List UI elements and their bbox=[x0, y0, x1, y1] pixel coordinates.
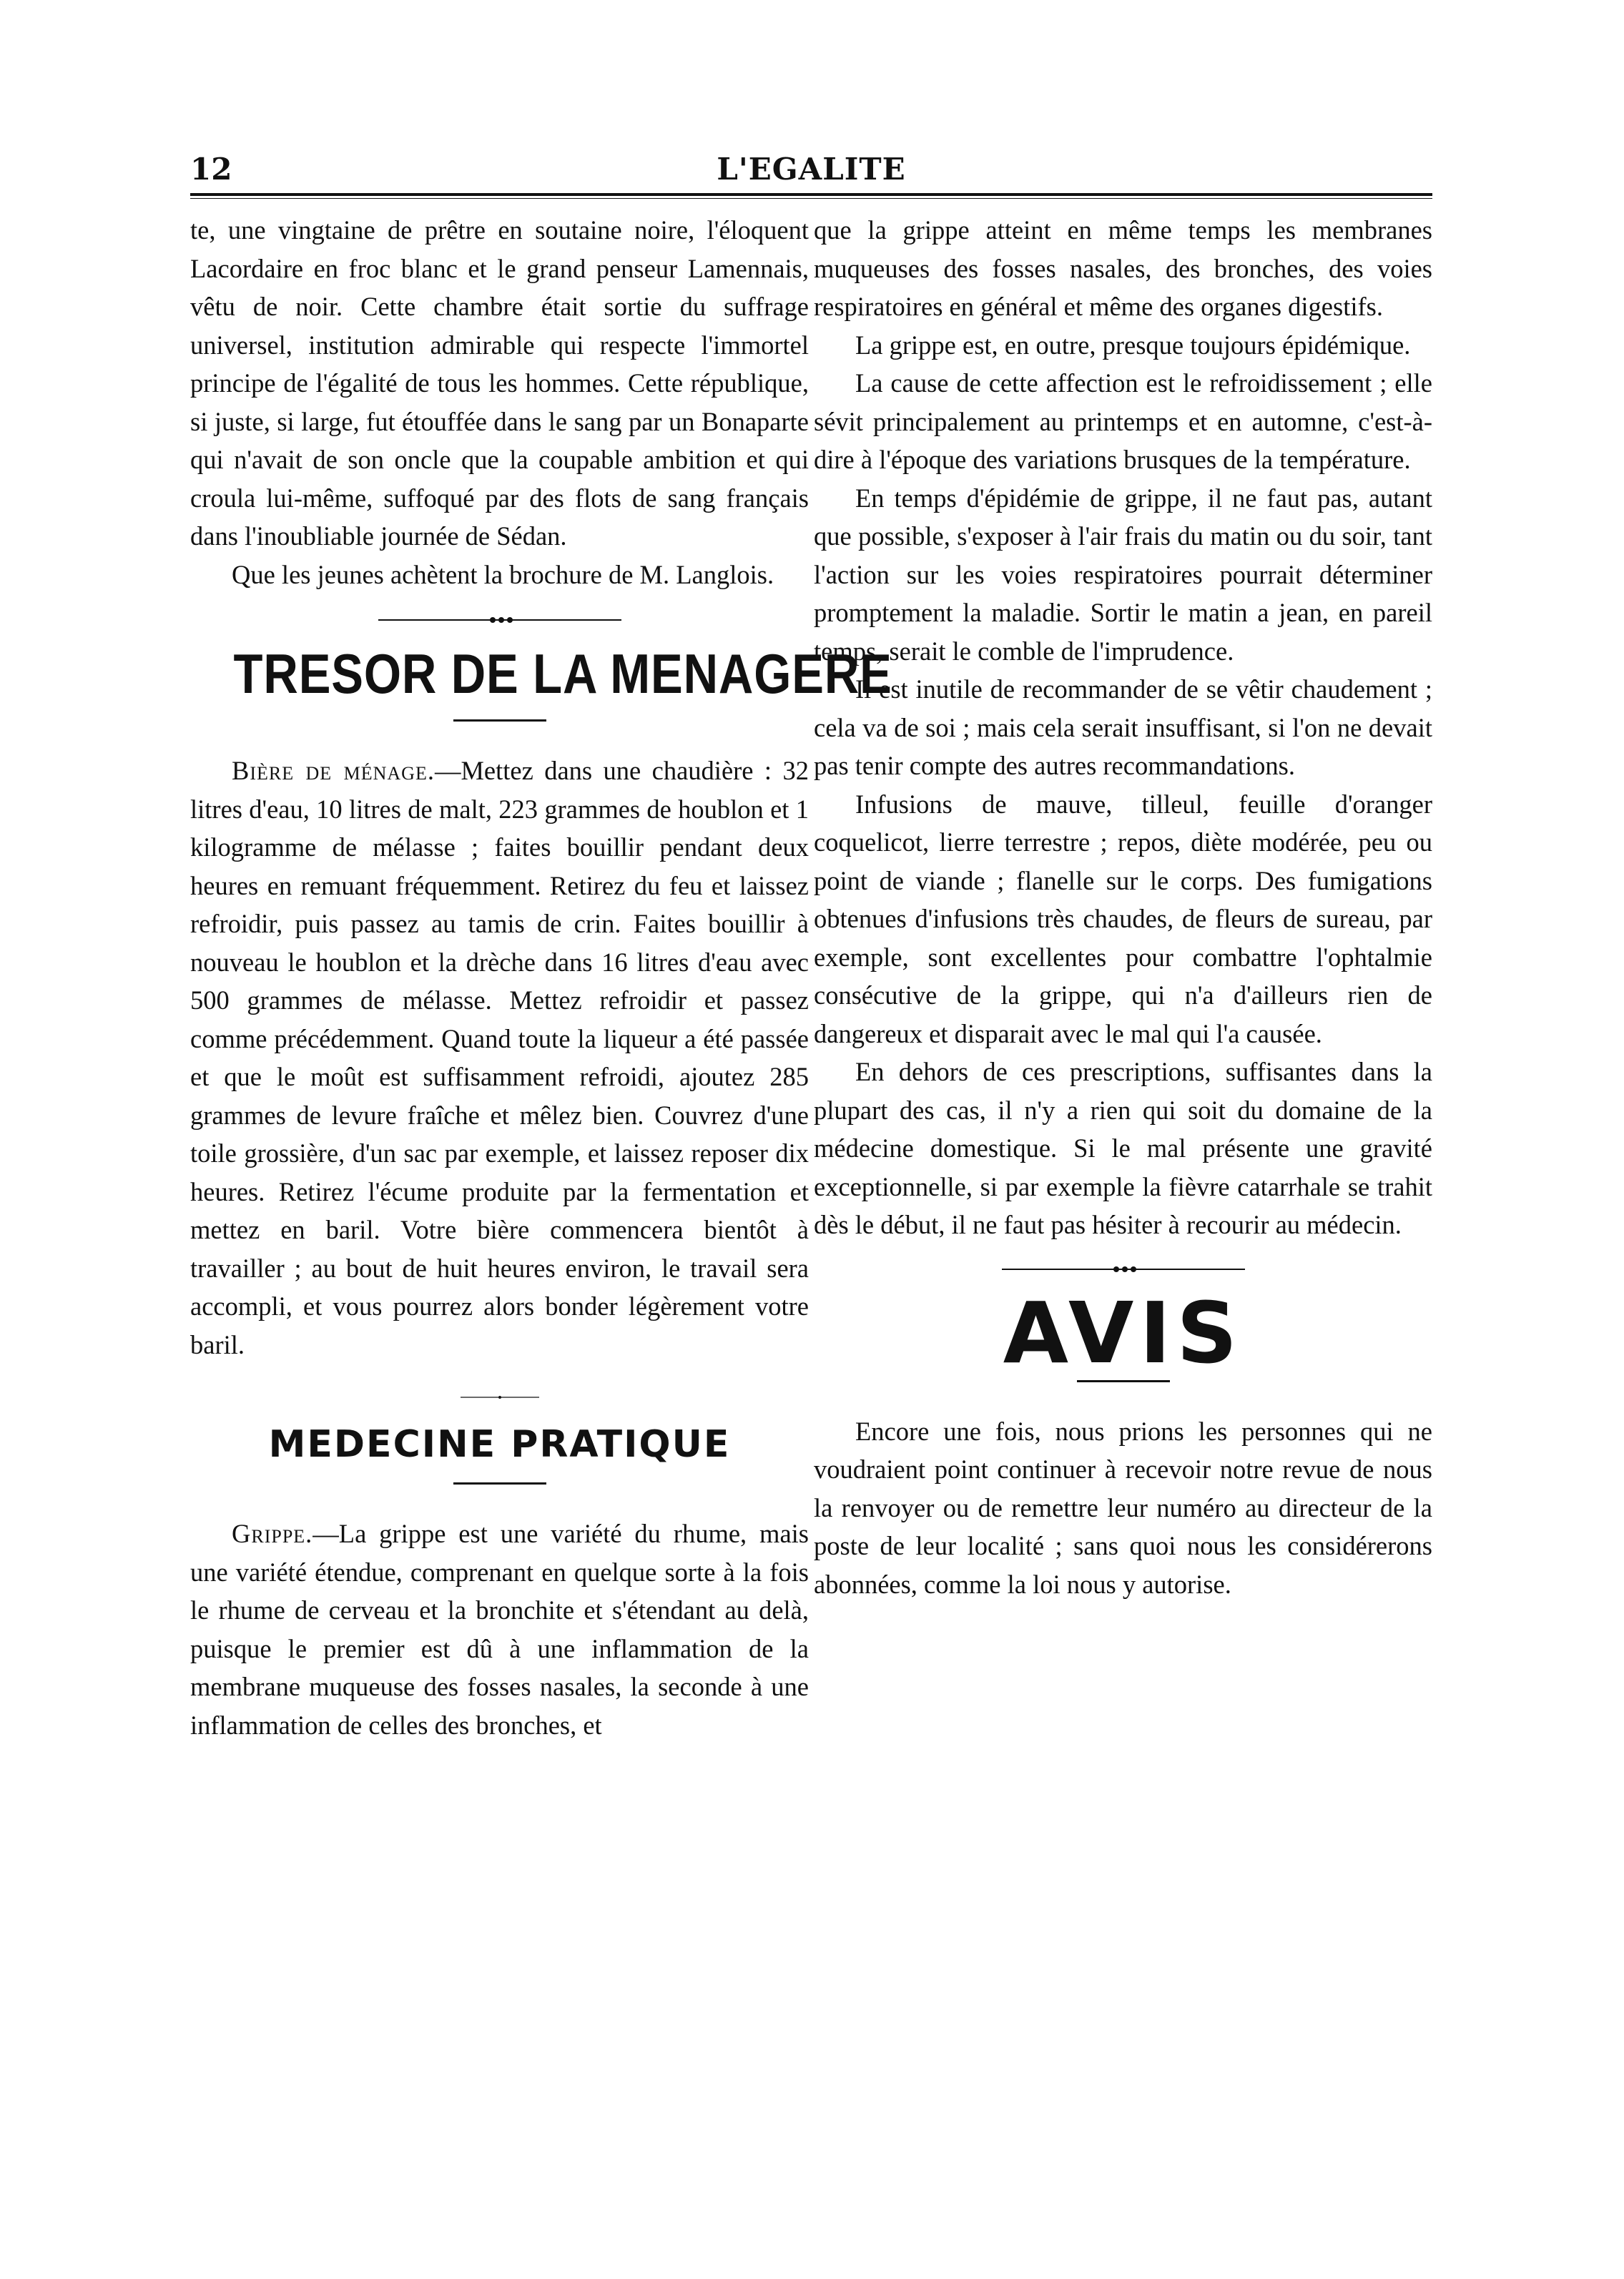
right-column bbox=[814, 211, 1432, 1603]
left-column bbox=[190, 211, 892, 1744]
avis-paragraph: Encore une fois, nous prions les personnes qui ne voudraient point continuer à recevoir notre revue de nous la renvoyer ou de remettre leur numéro au directeur de la poste de leur localité ; sans quoi nous les considérerons abonnées, comme la loi nous y autorise. bbox=[814, 1416, 1432, 1599]
tresor-recipe bbox=[190, 752, 809, 1364]
grippe-lead: Grippe. bbox=[232, 1519, 313, 1548]
recipe-body: —Mettez dans une chaudière : 32 litres d'eau, 10 litres de malt, 223 grammes de houblon et 1 kilogramme de mélasse ; faites bouillir pendant deux heures en remuant fréquemment. Retirez du feu et laissez refroidir, puis passez au tamis de crin. Faites bouillir à nouveau le houblon et la drèche dans 16 litres d'eau avec 500 grammes de mélasse. Mettez refroidir et passez comme précédemment. Quand toute la liqueur a été passée et que le moût est suffisamment refroidi, ajoutez 285 grammes de levure fraîche et mêlez bien. Couvrez d'une toile grossière, d'un sac par exemple, et laissez reposer dix heures. Retirez l'écume produite par la fermentation et mettez en baril. Votre bière commencera bientôt à travailler ; au bout de huit heures environ, le travail sera accompli, et vous pourrez alors bonder légèrement votre baril. bbox=[190, 756, 809, 1359]
page-number: 12 bbox=[190, 152, 232, 187]
header-rule bbox=[190, 193, 1432, 199]
right-paragraph: Il est inutile de recommander de se vêtir chaudement ; cela va de soi ; mais cela serait insuffisant, si l'on ne devait pas tenir compte des autres recommandations. bbox=[814, 674, 1432, 780]
journal-title: L'EGALITE bbox=[717, 152, 906, 187]
right-paragraph: La grippe est, en outre, presque toujours épidémique. bbox=[855, 330, 1411, 360]
right-paragraph: En temps d'épidémie de grippe, il ne faut pas, autant que possible, s'exposer à l'air frais du matin ou du soir, tant l'action sur les voies respiratoires pourrait déterminer promptement la maladie. Sortir le matin a jean, en pareil temps, serait le comble de l'imprudence. bbox=[814, 483, 1432, 666]
title-rule bbox=[453, 1482, 546, 1485]
right-paragraph: En dehors de ces prescriptions, suffisantes dans la plupart des cas, il n'y a rien qui soit du domaine de la médecine domestique. Si le mal présente une gravité exceptionnelle, si par exemple la fièvre catarrhale se trahit dès le début, il ne faut pas hésiter à recourir au médecin. bbox=[814, 1057, 1432, 1239]
recipe-lead: Bière de ménage. bbox=[232, 756, 435, 785]
intro-paragraph: te, une vingtaine de prêtre en soutaine noire, l'éloquent Lacordaire en froc blanc et le grand penseur Lamennais, vêtu de noir. Cette chambre était sortie du suffrage universel, institution admirable qui respecte l'immortel principe de l'égalité de tous les hommes. Cette république, si juste, si large, fut étouffée dans le sang par un Bonaparte qui n'avait de son oncle que la coupable ambition et qui croula lui-même, suffoqué par des flots de sang français dans l'inoubliable journée de Sédan. bbox=[190, 215, 809, 551]
page-header bbox=[190, 152, 1432, 195]
brochure-paragraph: Que les jeunes achètent la brochure de M. Langlois. bbox=[232, 559, 774, 589]
grippe-paragraph bbox=[190, 1515, 809, 1744]
section-ornament bbox=[461, 1392, 539, 1402]
medecine-title: MEDECINE PRATIQUE bbox=[268, 1423, 731, 1466]
tresor-title: TRESOR DE LA MENAGERE bbox=[233, 642, 892, 705]
right-paragraph: Infusions de mauve, tilleul, feuille d'oranger coquelicot, lierre terrestre ; repos, diète modérée, peu ou point de viande ; flanelle sur le corps. Des fumigations obtenues d'infusions très chaudes, de fleurs de sureau, par exemple, sont excellentes pour combattre l'ophtalmie consécutive de la grippe, qui n'a d'ailleurs rien de dangereux et disparait avec le mal qui l'a causée. bbox=[814, 789, 1432, 1048]
title-rule bbox=[453, 719, 546, 722]
grippe-continued: que la grippe atteint en même temps les membranes muqueuses des fosses nasales, des bronches, des voies respiratoires en général et même des organes digestifs. bbox=[814, 215, 1432, 321]
section-ornament bbox=[1002, 1264, 1245, 1274]
avis-title: AVIS bbox=[1003, 1283, 1244, 1382]
grippe-body: —La grippe est une variété du rhume, mais une variété étendue, comprenant en quelque sorte à la fois le rhume de cerveau et la bronchite et s'étendant au delà, puisque le premier est dû à une inflammation de la membrane muqueuse des fosses nasales, la seconde à une inflammation de celles des bronches, et bbox=[190, 1519, 809, 1740]
section-ornament bbox=[378, 615, 621, 625]
right-paragraph: La cause de cette affection est le refroidissement ; elle sévit principalement au printemps et en automne, c'est-à-dire à l'époque des variations brusques de la température. bbox=[814, 368, 1432, 474]
